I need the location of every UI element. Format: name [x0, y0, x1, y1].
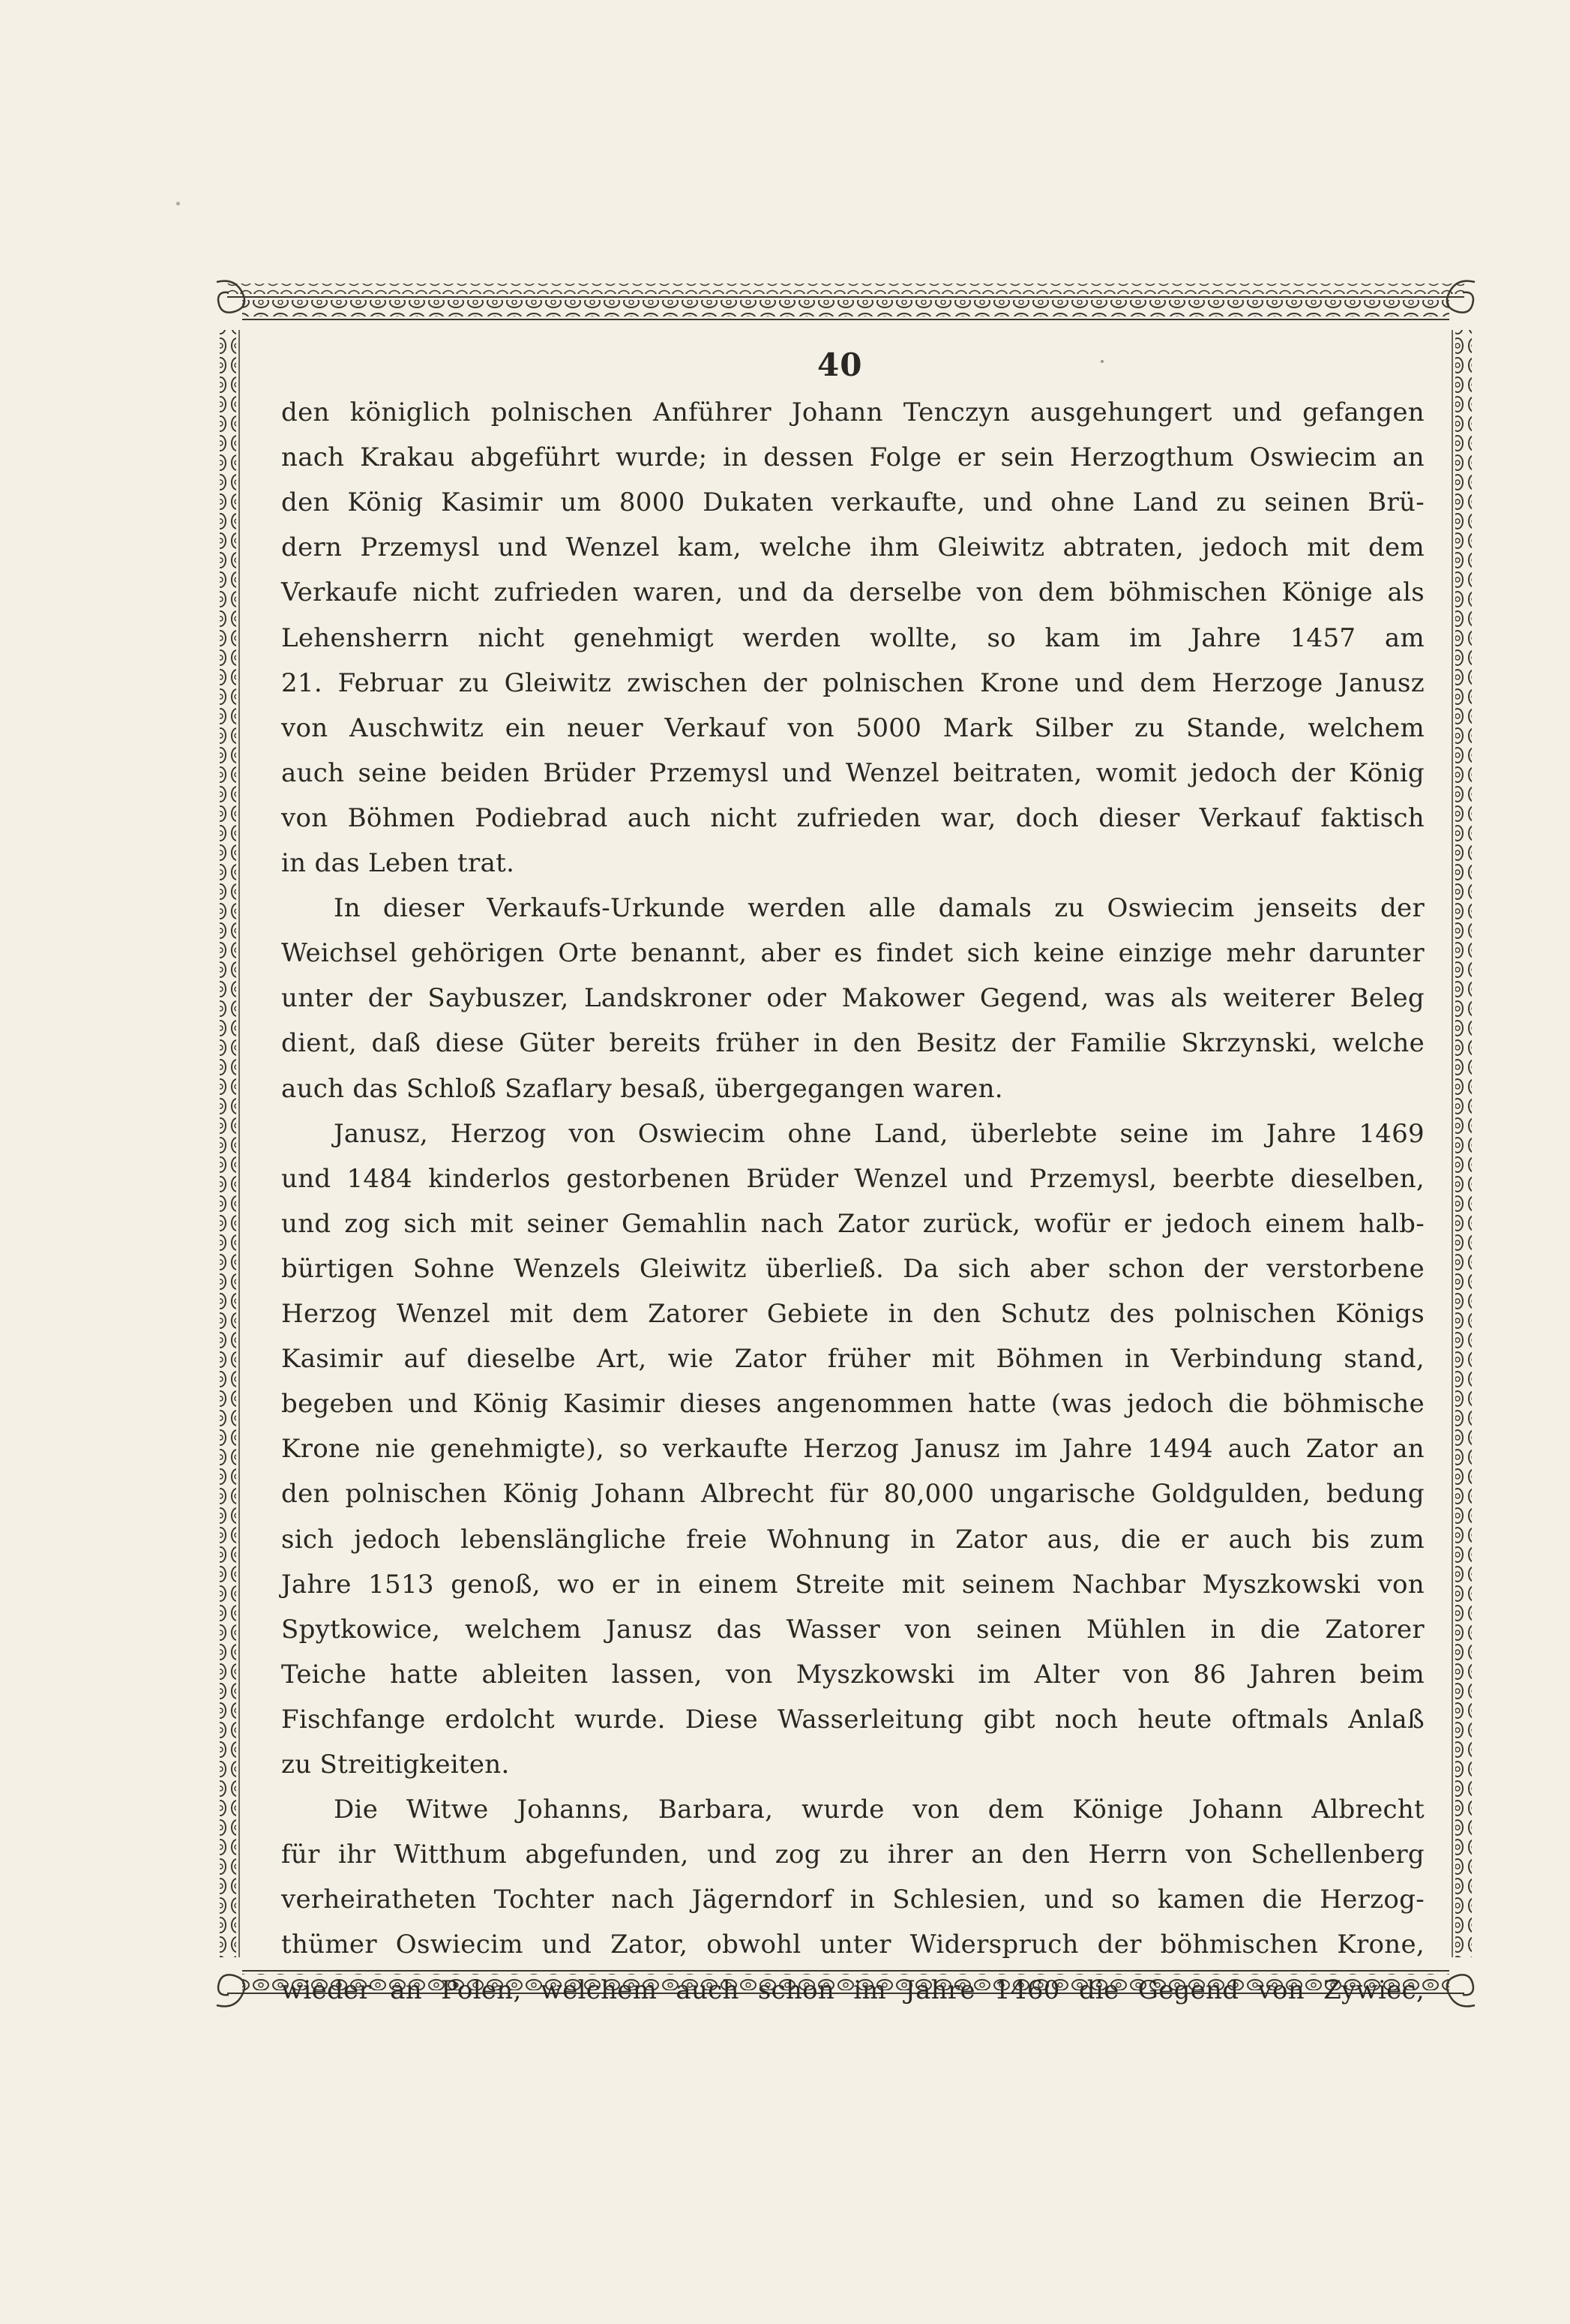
text-line: bürtigen Sohne Wenzels Gleiwitz überließ. Da sich aber schon der verstorbene: [281, 1254, 1425, 1284]
text-line: für ihr Witthum abgefunden, und zog zu ihrer an den Herrn von Schellenberg: [281, 1840, 1425, 1870]
text-line: den polnischen König Johann Albrecht für 80,000 ungarische Goldgulden, bedung: [281, 1479, 1425, 1509]
text-line: zu Streitigkeiten.: [281, 1750, 510, 1780]
print-dot: [1101, 360, 1104, 363]
text-line: Teiche hatte ableiten lassen, von Myszkowski im Alter von 86 Jahren beim: [281, 1660, 1425, 1690]
text-line: Krone nie genehmigte), so verkaufte Herzog Janusz im Jahre 1494 auch Zator an: [281, 1434, 1425, 1464]
text-line: Die Witwe Johanns, Barbara, wurde von dem Könige Johann Albrecht: [334, 1795, 1425, 1825]
text-line: sich jedoch lebenslängliche freie Wohnung in Zator aus, die er auch bis zum: [281, 1525, 1425, 1555]
text-line: dern Przemysl und Wenzel kam, welche ihm Gleiwitz abtraten, jedoch mit dem: [281, 532, 1425, 562]
text-line: verheiratheten Tochter nach Jägerndorf in Schlesien, und so kamen die Herzog-: [281, 1885, 1425, 1915]
paper-speck: [176, 202, 180, 205]
text-line: Spytkowice, welchem Janusz das Wasser von seinen Mühlen in die Zatorer: [281, 1615, 1425, 1645]
text-line: 21. Februar zu Gleiwitz zwischen der polnischen Krone und dem Herzoge Janusz: [281, 668, 1425, 698]
text-line: Fischfange erdolcht wurde. Diese Wasserleitung gibt noch heute oftmals Anlaß: [281, 1705, 1425, 1735]
text-line: dient, daß diese Güter bereits früher in den Besitz der Familie Skrzynski, welche: [281, 1028, 1425, 1058]
text-line: Janusz, Herzog von Oswiecim ohne Land, überlebte seine im Jahre 1469: [334, 1119, 1425, 1149]
text-line: den königlich polnischen Anführer Johann Tenczyn ausgehungert und gefangen: [281, 397, 1425, 427]
text-line: in das Leben trat.: [281, 848, 515, 878]
text-line: auch seine beiden Brüder Przemysl und Wenzel beitraten, womit jedoch der König: [281, 758, 1425, 788]
text-line: Kasimir auf dieselbe Art, wie Zator früher mit Böhmen in Verbindung stand,: [281, 1344, 1425, 1374]
text-line: begeben und König Kasimir dieses angenommen hatte (was jedoch die böhmische: [281, 1389, 1425, 1419]
text-line: und zog sich mit seiner Gemahlin nach Zator zurück, wofür er jedoch einem halb-: [281, 1209, 1425, 1239]
text-line: wieder an Polen, welchem auch schon im Jahre 1460 die Gegend von Zywiec,: [281, 1975, 1425, 2005]
text-line: Weichsel gehörigen Orte benannt, aber es findet sich keine einzige mehr darunter: [281, 938, 1425, 968]
text-line: In dieser Verkaufs-Urkunde werden alle damals zu Oswiecim jenseits der: [334, 893, 1425, 923]
text-line: unter der Saybuszer, Landskroner oder Makower Gegend, was als weiterer Beleg: [281, 983, 1425, 1013]
text-line: Lehensherrn nicht genehmigt werden wollte, so kam im Jahre 1457 am: [281, 623, 1425, 653]
text-line: nach Krakau abgeführt wurde; in dessen Folge er sein Herzogthum Oswiecim an: [281, 442, 1425, 472]
text-line: den König Kasimir um 8000 Dukaten verkaufte, und ohne Land zu seinen Brü-: [281, 487, 1425, 517]
text-line: Jahre 1513 genoß, wo er in einem Streite mit seinem Nachbar Myszkowski von: [281, 1570, 1425, 1600]
text-line: von Böhmen Podiebrad auch nicht zufrieden war, doch dieser Verkauf faktisch: [281, 803, 1425, 833]
text-line: auch das Schloß Szaflary besaß, übergegangen waren.: [281, 1074, 1003, 1104]
text-line: von Auschwitz ein neuer Verkauf von 5000 Mark Silber zu Stande, welchem: [281, 713, 1425, 743]
text-line: Verkaufe nicht zufrieden waren, und da derselbe von dem böhmischen Könige als: [281, 577, 1425, 607]
text-line: und 1484 kinderlos gestorbenen Brüder Wenzel und Przemysl, beerbte dieselben,: [281, 1164, 1425, 1194]
text-line: thümer Oswiecim und Zator, obwohl unter Widerspruch der böhmischen Krone,: [281, 1930, 1425, 1960]
page-number: 40: [817, 346, 863, 383]
text-line: Herzog Wenzel mit dem Zatorer Gebiete in den Schutz des polnischen Königs: [281, 1299, 1425, 1329]
